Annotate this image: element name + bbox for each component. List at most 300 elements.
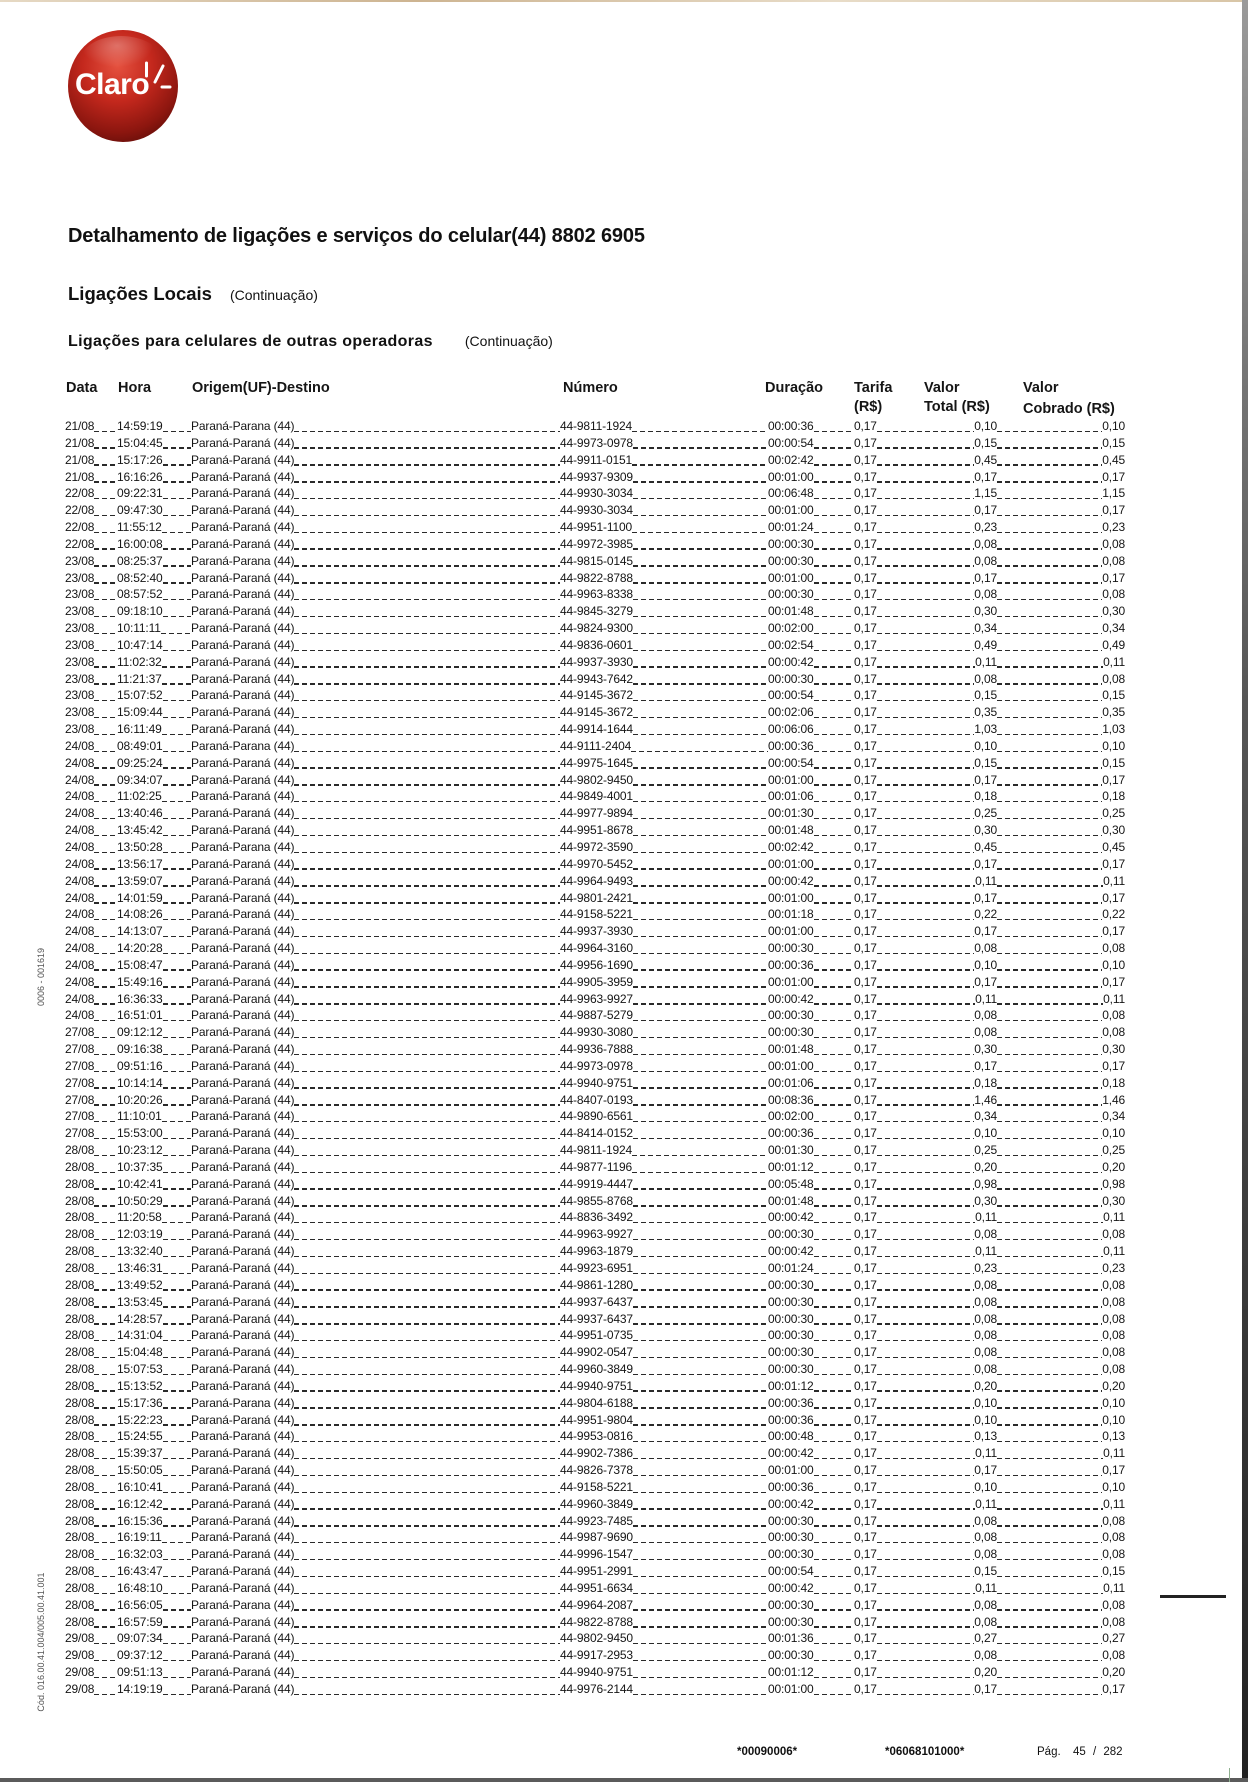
- dashed-leader: [997, 1037, 1102, 1038]
- time-cell: [117, 1428, 191, 1445]
- origin-cell: [191, 890, 560, 907]
- time: 10:23:12: [117, 1143, 163, 1158]
- dashed-leader: [633, 683, 768, 684]
- time: 15:50:05: [117, 1463, 163, 1478]
- total-value: 0,08: [974, 1345, 997, 1360]
- tariff-total-cell: [854, 485, 997, 502]
- date: 28/08: [65, 1362, 95, 1377]
- number-cell: [560, 1294, 768, 1311]
- table-row: [0, 1513, 1248, 1530]
- number-cell: [560, 1058, 768, 1075]
- dashed-leader: [997, 902, 1102, 903]
- dashed-leader: [294, 616, 560, 617]
- dashed-leader: [163, 599, 191, 600]
- dashed-leader: [814, 1374, 854, 1375]
- dashed-leader: [633, 599, 768, 600]
- number: 44-9972-3985: [560, 536, 633, 551]
- time: 13:49:52: [117, 1277, 163, 1292]
- dashed-leader: [877, 1407, 974, 1408]
- dashed-leader: [294, 1525, 560, 1526]
- total-value: 0,17: [974, 856, 997, 871]
- origin-cell: [191, 620, 560, 637]
- number: 44-9937-3930: [560, 924, 633, 939]
- date-cell: [65, 687, 117, 704]
- date-cell: [65, 637, 117, 654]
- dashed-leader: [94, 986, 117, 987]
- charged-cell: [997, 1075, 1125, 1092]
- total-value: 0,11: [975, 991, 997, 1006]
- origin-destination: Paraná-Paraná (44): [191, 452, 295, 467]
- tariff-total-cell: [854, 1327, 997, 1344]
- charged-value: 0,08: [1102, 1345, 1125, 1360]
- tariff-total-cell: [854, 1597, 997, 1614]
- dashed-leader: [294, 1340, 560, 1341]
- date-cell: [65, 435, 117, 452]
- dashed-leader: [633, 1323, 768, 1324]
- charged-value: 0,15: [1102, 435, 1125, 450]
- charged-cell: [997, 1277, 1125, 1294]
- charged-cell: [997, 1294, 1125, 1311]
- dashed-leader: [633, 1508, 768, 1509]
- dashed-leader: [294, 1374, 560, 1375]
- total-value: 0,30: [974, 1193, 997, 1208]
- dashed-leader: [997, 1087, 1102, 1088]
- dashed-leader: [814, 1020, 854, 1021]
- origin-cell: [191, 570, 560, 587]
- duration-cell: [768, 788, 854, 805]
- duration-cell: [768, 1580, 854, 1597]
- table-row: [0, 704, 1248, 721]
- number-cell: [560, 469, 768, 486]
- dashed-leader: [633, 515, 768, 516]
- dashed-leader: [877, 633, 974, 634]
- dashed-leader: [633, 1104, 768, 1105]
- tariff: 0,17: [854, 1648, 877, 1663]
- tariff-total-cell: [854, 1092, 997, 1109]
- dashed-leader: [94, 818, 117, 819]
- dashed-leader: [814, 1407, 854, 1408]
- dashed-leader: [294, 1593, 560, 1594]
- date-cell: [65, 1361, 117, 1378]
- dashed-leader: [997, 734, 1102, 735]
- total-value: 1,03: [974, 722, 997, 737]
- origin-destination: Paraná-Paraná (44): [191, 1159, 295, 1174]
- duration-cell: [768, 1428, 854, 1445]
- origin-cell: [191, 1496, 560, 1513]
- tariff: 0,17: [854, 1580, 877, 1595]
- date-cell: [65, 620, 117, 637]
- time: 09:37:12: [117, 1648, 163, 1663]
- charged-value: 0,08: [1102, 1294, 1125, 1309]
- origin-destination: Paraná-Paraná (44): [191, 991, 295, 1006]
- origin-destination: Paraná-Paraná (44): [191, 924, 295, 939]
- dashed-leader: [294, 801, 560, 802]
- origin-cell: [191, 873, 560, 890]
- charged-value: 0,08: [1102, 587, 1125, 602]
- dashed-leader: [877, 1273, 974, 1274]
- total-value: 0,08: [974, 587, 997, 602]
- number: 44-9905-3959: [560, 974, 633, 989]
- charged-cell: [997, 1563, 1125, 1580]
- origin-destination: Paraná-Paraná (44): [191, 1614, 295, 1629]
- dashed-leader: [814, 868, 854, 869]
- origin-destination: Paraná-Paraná (44): [191, 1176, 295, 1191]
- time: 09:34:07: [117, 772, 163, 787]
- tariff-total-cell: [854, 1209, 997, 1226]
- number: 44-9801-2421: [560, 890, 633, 905]
- tariff-total-cell: [854, 755, 997, 772]
- charged-cell: [997, 1243, 1125, 1260]
- total-value: 0,11: [975, 873, 997, 888]
- origin-destination: Paraná-Paraná (44): [191, 772, 295, 787]
- tariff-total-cell: [854, 738, 997, 755]
- table-row: [0, 620, 1248, 637]
- duration: 00:00:42: [768, 1244, 814, 1259]
- dashed-leader: [163, 1138, 191, 1139]
- date: 21/08: [65, 435, 95, 450]
- dashed-leader: [997, 1155, 1102, 1156]
- charged-value: 0,13: [1102, 1429, 1125, 1444]
- tariff-total-cell: [854, 1041, 997, 1058]
- dashed-leader: [94, 1626, 117, 1627]
- duration: 00:00:30: [768, 1614, 814, 1629]
- table-row: [0, 671, 1248, 688]
- tariff: 0,17: [854, 806, 877, 821]
- dashed-leader: [294, 1138, 560, 1139]
- dashed-leader: [997, 666, 1103, 667]
- dashed-leader: [633, 1441, 768, 1442]
- time-cell: [117, 1024, 191, 1041]
- charged-value: 0,08: [1102, 1547, 1125, 1562]
- charged-cell: [997, 873, 1125, 890]
- origin-destination: Paraná-Paraná (44): [191, 1227, 295, 1242]
- number: 44-9943-7642: [560, 671, 633, 686]
- dashed-leader: [814, 1289, 854, 1290]
- origin-destination: Paraná-Paraná (44): [191, 1193, 295, 1208]
- total-value: 0,15: [974, 435, 997, 450]
- duration-cell: [768, 570, 854, 587]
- dashed-leader: [997, 1323, 1102, 1324]
- duration: 00:01:00: [768, 1058, 814, 1073]
- dashed-leader: [163, 650, 191, 651]
- duration: 00:00:30: [768, 1311, 814, 1326]
- footer-barcode-2: *06068101000*: [885, 1746, 965, 1758]
- dashed-leader: [997, 616, 1102, 617]
- dashed-leader: [814, 986, 854, 987]
- section-title: Ligações Locais: [68, 283, 212, 304]
- dashed-leader: [997, 1138, 1102, 1139]
- tariff: 0,17: [854, 1193, 877, 1208]
- dashed-leader: [997, 767, 1102, 768]
- number-cell: [560, 1142, 768, 1159]
- dashed-leader: [294, 1239, 560, 1240]
- origin-destination: Paraná-Paraná (44): [191, 671, 295, 686]
- duration: 00:01:24: [768, 1261, 814, 1275]
- charged-cell: [997, 1412, 1125, 1429]
- number-cell: [560, 1412, 768, 1429]
- subsection-title: Ligações para celulares de outras operadoras: [68, 333, 433, 350]
- total-value: 0,11: [975, 1580, 997, 1595]
- tariff: 0,17: [854, 1496, 877, 1511]
- dashed-leader: [814, 515, 854, 516]
- origin-cell: [191, 1597, 560, 1614]
- duration-cell: [768, 553, 854, 570]
- tariff: 0,17: [854, 924, 877, 939]
- tariff: 0,17: [854, 1597, 877, 1612]
- origin-cell: [191, 1243, 560, 1260]
- table-row: [0, 991, 1248, 1008]
- origin-cell: [191, 772, 560, 789]
- tariff-total-cell: [854, 822, 997, 839]
- duration-cell: [768, 856, 854, 873]
- dashed-leader: [163, 1172, 191, 1173]
- duration: 00:01:30: [768, 806, 814, 821]
- number: 44-9996-1547: [560, 1547, 633, 1562]
- total-value: 0,17: [974, 1463, 997, 1478]
- margin-tick: [1229, 1768, 1230, 1782]
- date-cell: [65, 1614, 117, 1631]
- origin-destination: Paraná-Paraná (44): [191, 570, 295, 585]
- time: 15:24:55: [117, 1429, 163, 1444]
- charged-cell: [997, 772, 1125, 789]
- number: 44-9861-1280: [560, 1277, 633, 1292]
- number: 44-9937-3930: [560, 654, 633, 669]
- tariff: 0,17: [854, 1159, 877, 1174]
- date-cell: [65, 1092, 117, 1109]
- time-cell: [117, 687, 191, 704]
- dashed-leader: [814, 767, 854, 768]
- charged-cell: [997, 1378, 1125, 1395]
- duration-cell: [768, 620, 854, 637]
- dashed-leader: [294, 969, 560, 970]
- origin-destination: Paraná-Paraná (44): [191, 1008, 295, 1023]
- dashed-leader: [163, 1407, 191, 1408]
- dashed-leader: [877, 1239, 974, 1240]
- total-value: 0,11: [975, 1496, 997, 1511]
- scan-edge-top: [0, 0, 1248, 2]
- dashed-leader: [877, 868, 974, 869]
- table-row: [0, 957, 1248, 974]
- dashed-leader: [997, 852, 1102, 853]
- table-row: [0, 1277, 1248, 1294]
- dashed-leader: [94, 1222, 117, 1223]
- charged-value: 0,18: [1102, 1075, 1125, 1090]
- charged-value: 0,17: [1102, 469, 1125, 484]
- tariff: 0,17: [854, 1025, 877, 1040]
- dashed-leader: [877, 447, 974, 448]
- table-row: [0, 1445, 1248, 1462]
- total-value: 0,08: [974, 1513, 997, 1528]
- date-cell: [65, 822, 117, 839]
- time: 15:39:37: [117, 1446, 163, 1461]
- dashed-leader: [94, 919, 117, 920]
- table-row: [0, 687, 1248, 704]
- date: 21/08: [65, 469, 95, 484]
- origin-cell: [191, 856, 560, 873]
- dashed-leader: [633, 498, 768, 499]
- time: 16:12:42: [117, 1496, 163, 1511]
- date-cell: [65, 839, 117, 856]
- time-cell: [117, 603, 191, 620]
- tariff: 0,17: [854, 1311, 877, 1326]
- dashed-leader: [814, 1677, 854, 1678]
- charged-value: 0,20: [1102, 1665, 1125, 1680]
- tariff: 0,17: [854, 637, 877, 652]
- tariff-total-cell: [854, 788, 997, 805]
- time-cell: [117, 1075, 191, 1092]
- origin-cell: [191, 1361, 560, 1378]
- dashed-leader: [997, 835, 1102, 836]
- dashed-leader: [877, 852, 974, 853]
- number: 44-9940-9751: [560, 1378, 633, 1393]
- date-cell: [65, 957, 117, 974]
- dashed-leader: [997, 919, 1102, 920]
- dashed-leader: [94, 936, 117, 937]
- time: 14:20:28: [117, 941, 163, 956]
- time: 14:31:04: [117, 1328, 163, 1343]
- dashed-leader: [633, 767, 768, 768]
- number: 44-9951-6634: [560, 1580, 633, 1595]
- dashed-leader: [814, 1643, 854, 1644]
- dashed-leader: [294, 1542, 560, 1543]
- header-number: Número: [563, 380, 618, 396]
- date: 24/08: [65, 957, 95, 972]
- table-row: [0, 974, 1248, 991]
- time-cell: [117, 1294, 191, 1311]
- dashed-leader: [633, 1626, 768, 1627]
- dashed-leader: [877, 1492, 974, 1493]
- origin-cell: [191, 1412, 560, 1429]
- time-cell: [117, 1681, 191, 1698]
- dashed-leader: [997, 1020, 1102, 1021]
- time-cell: [117, 469, 191, 486]
- origin-destination: Paraná-Paraná (44): [191, 1513, 295, 1528]
- number: 44-9936-7888: [560, 1042, 633, 1057]
- dashed-leader: [94, 431, 117, 432]
- charged-value: 0,10: [1102, 738, 1125, 753]
- time-cell: [117, 1260, 191, 1277]
- dashed-leader: [294, 1087, 560, 1088]
- tariff-total-cell: [854, 519, 997, 536]
- number-cell: [560, 1159, 768, 1176]
- duration: 00:01:00: [768, 772, 814, 787]
- duration: 00:00:30: [768, 1277, 814, 1292]
- charged-cell: [997, 603, 1125, 620]
- table-row: [0, 1226, 1248, 1243]
- date: 24/08: [65, 806, 95, 821]
- number-cell: [560, 1176, 768, 1193]
- charged-value: 0,17: [1102, 570, 1125, 585]
- dashed-leader: [94, 1357, 117, 1358]
- duration: 00:00:42: [768, 1446, 814, 1461]
- tariff: 0,17: [854, 1042, 877, 1057]
- tariff-total-cell: [854, 1580, 997, 1597]
- origin-cell: [191, 1630, 560, 1647]
- dashed-leader: [294, 700, 560, 701]
- dashed-leader: [814, 1508, 854, 1509]
- charged-value: 0,08: [1102, 671, 1125, 686]
- dashed-leader: [633, 1020, 768, 1021]
- number-cell: [560, 1209, 768, 1226]
- number: 44-9956-1690: [560, 957, 633, 972]
- dashed-leader: [877, 734, 974, 735]
- table-row: [0, 1529, 1248, 1546]
- dashed-leader: [94, 1289, 117, 1290]
- dashed-leader: [294, 1441, 560, 1442]
- dashed-leader: [163, 1525, 191, 1526]
- date: 28/08: [65, 1311, 95, 1326]
- duration: 00:01:12: [768, 1159, 814, 1174]
- charged-cell: [997, 738, 1125, 755]
- time-cell: [117, 940, 191, 957]
- dashed-leader: [997, 1172, 1102, 1173]
- dashed-leader: [814, 784, 854, 785]
- charged-cell: [997, 1327, 1125, 1344]
- time: 16:19:11: [117, 1530, 162, 1545]
- number-cell: [560, 1344, 768, 1361]
- time: 16:10:41: [117, 1479, 163, 1494]
- tariff: 0,17: [854, 452, 877, 467]
- dashed-leader: [877, 1593, 975, 1594]
- origin-destination: Paraná-Parana (44): [191, 1395, 295, 1410]
- dashed-leader: [997, 431, 1102, 432]
- dashed-leader: [997, 1289, 1102, 1290]
- origin-destination: Paraná-Paraná (44): [191, 1362, 295, 1377]
- time-cell: [117, 1092, 191, 1109]
- total-value: 0,10: [974, 1126, 997, 1141]
- date: 24/08: [65, 772, 95, 787]
- charged-cell: [997, 1108, 1125, 1125]
- charged-cell: [997, 620, 1125, 637]
- tariff: 0,17: [854, 873, 877, 888]
- origin-destination: Paraná-Paraná (44): [191, 1547, 295, 1562]
- date: 28/08: [65, 1429, 95, 1444]
- dashed-leader: [94, 1071, 117, 1072]
- charged-cell: [997, 1479, 1125, 1496]
- charged-cell: [997, 1630, 1125, 1647]
- dashed-leader: [94, 801, 117, 802]
- duration: 00:01:00: [768, 1463, 814, 1478]
- dashed-leader: [294, 1424, 560, 1425]
- date-cell: [65, 1311, 117, 1328]
- dashed-leader: [633, 1071, 768, 1072]
- dashed-leader: [94, 1441, 117, 1442]
- number: 44-9804-6188: [560, 1395, 633, 1410]
- tariff-total-cell: [854, 418, 997, 435]
- dashed-leader: [877, 1559, 974, 1560]
- date: 23/08: [65, 570, 95, 585]
- dashed-leader: [877, 1626, 974, 1627]
- duration: 00:00:48: [768, 1429, 814, 1444]
- origin-cell: [191, 1479, 560, 1496]
- dashed-leader: [877, 1087, 974, 1088]
- date: 23/08: [65, 553, 95, 568]
- dashed-leader: [633, 717, 768, 718]
- table-row: [0, 603, 1248, 620]
- dashed-leader: [162, 1542, 191, 1543]
- date-cell: [65, 1226, 117, 1243]
- time: 16:51:01: [117, 1008, 163, 1023]
- origin-destination: Paraná-Paraná (44): [191, 941, 295, 956]
- date-cell: [65, 974, 117, 991]
- dashed-leader: [94, 1593, 117, 1594]
- time: 13:40:46: [117, 806, 163, 821]
- time-cell: [117, 805, 191, 822]
- dashed-leader: [997, 1694, 1102, 1695]
- charged-value: 0,17: [1102, 974, 1125, 989]
- duration: 00:00:30: [768, 1513, 814, 1528]
- table-row: [0, 1176, 1248, 1193]
